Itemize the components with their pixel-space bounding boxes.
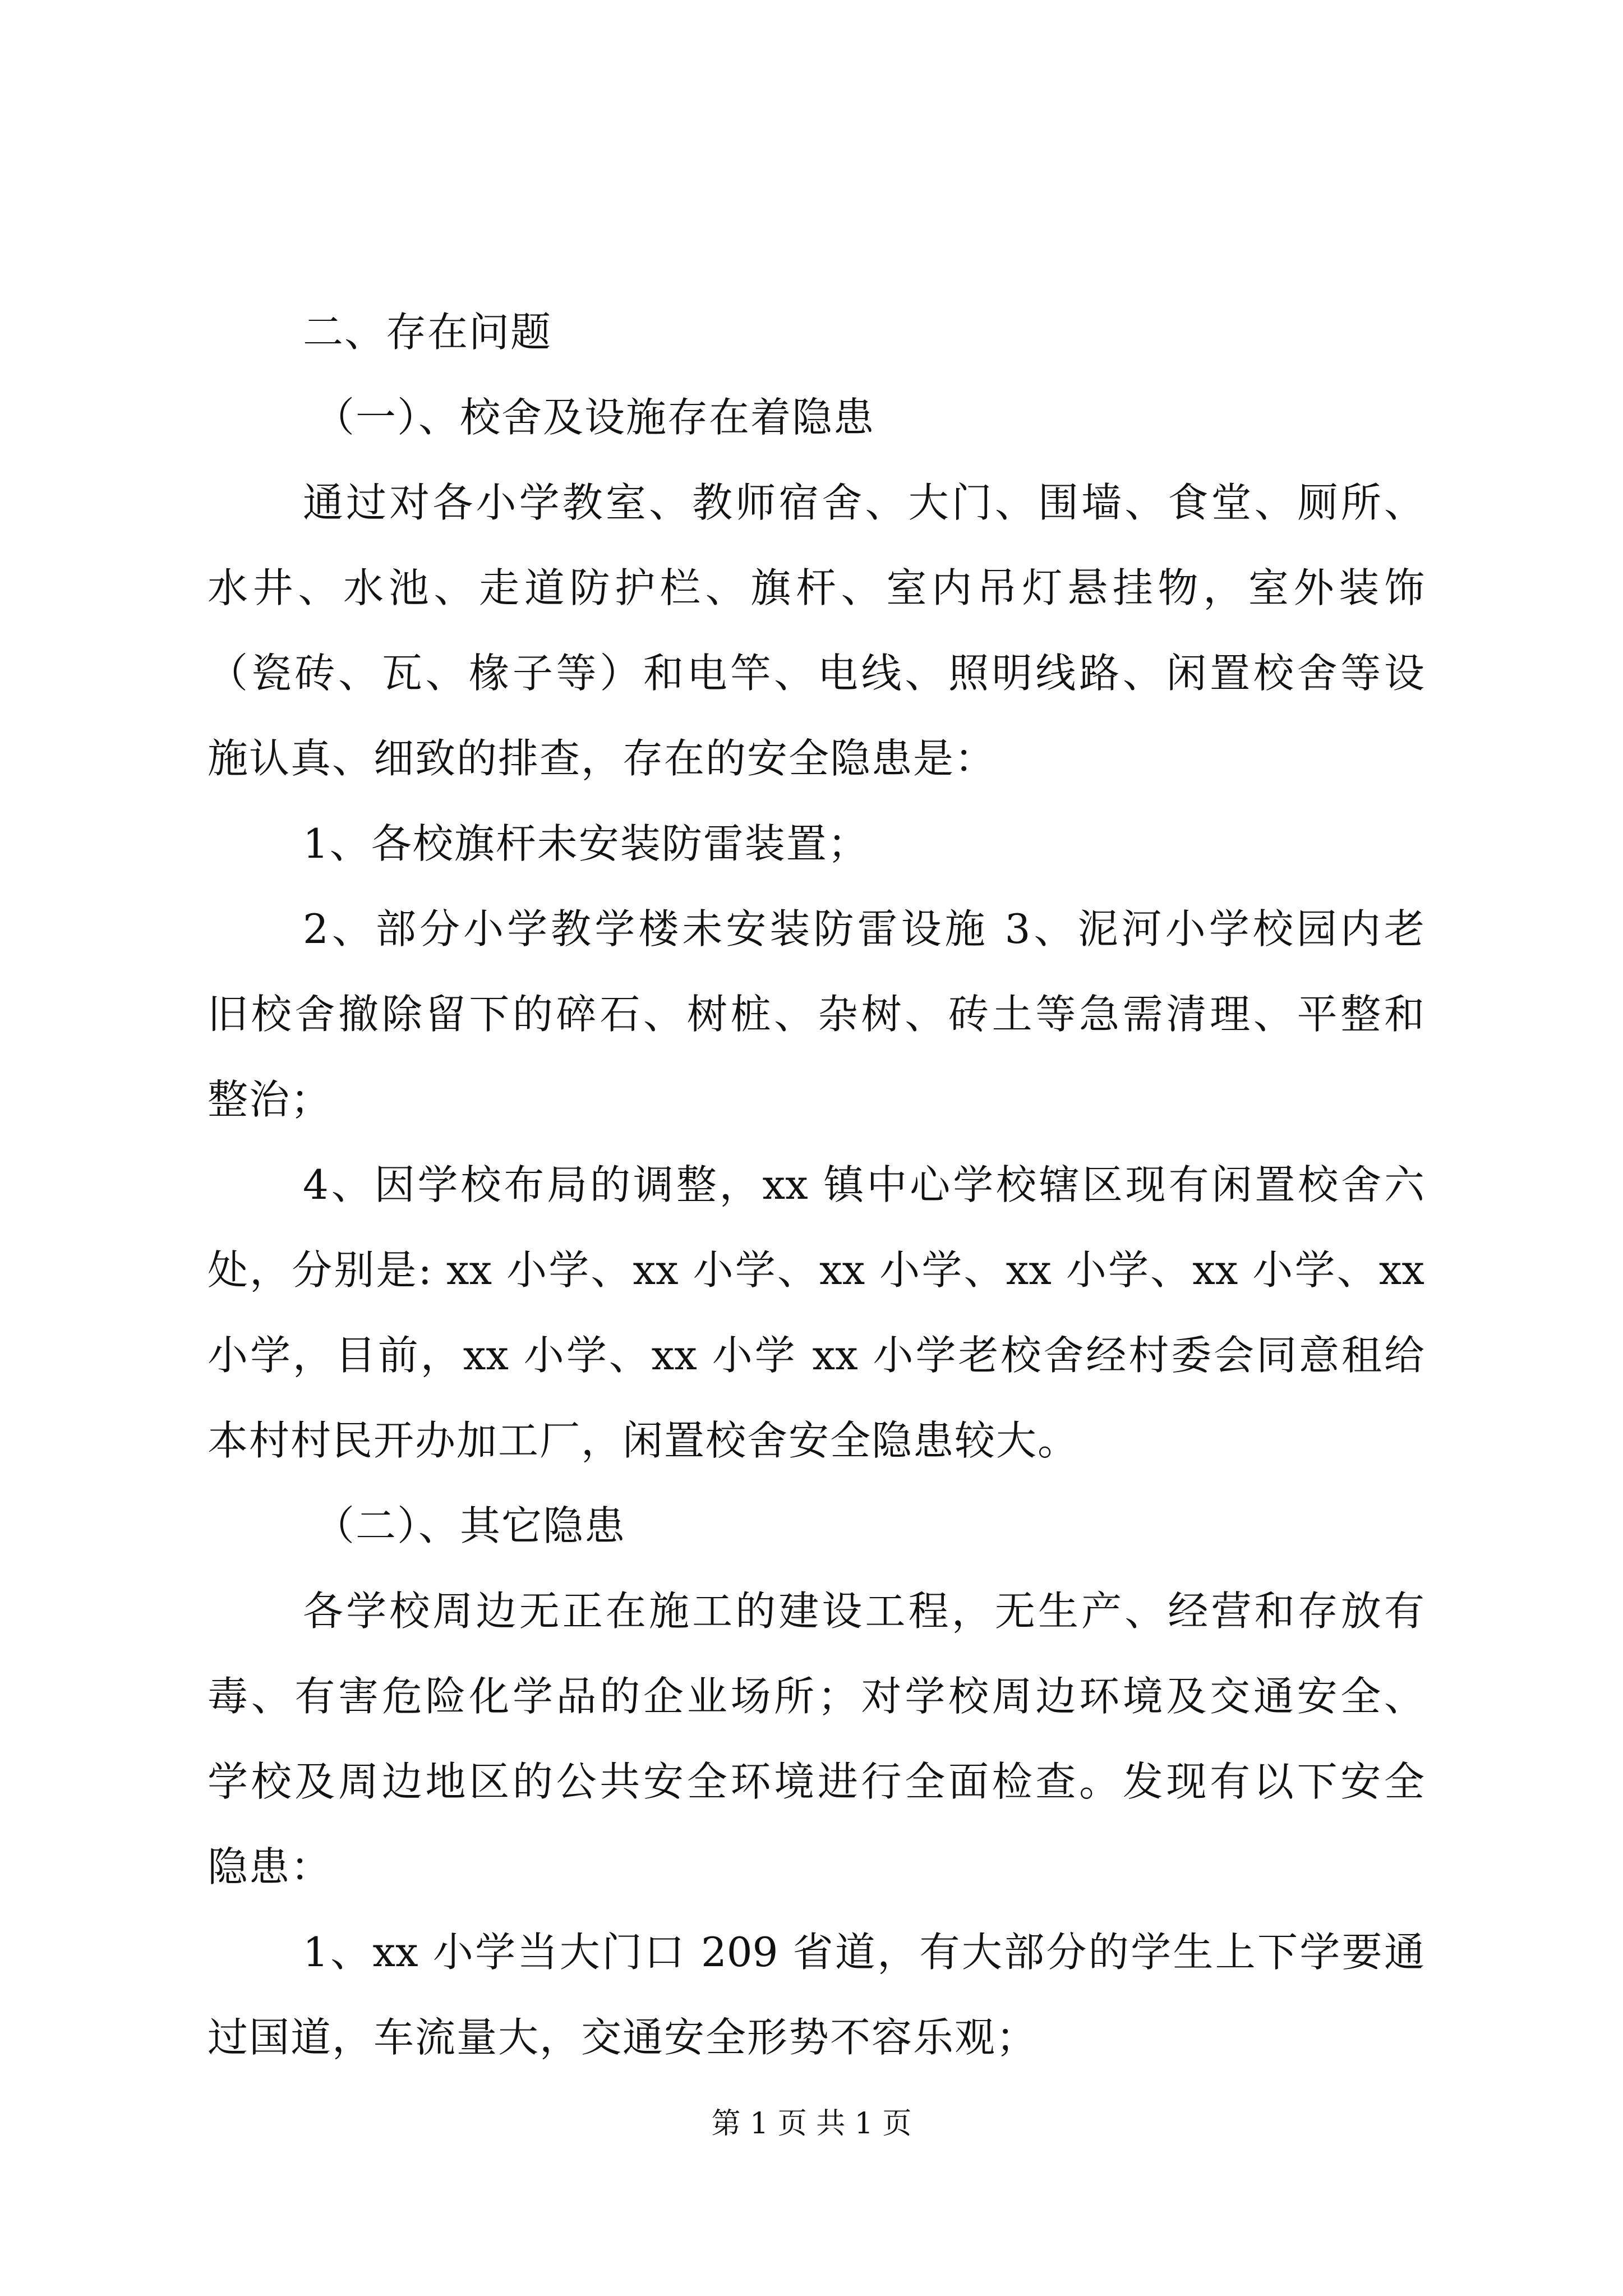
item-4-line-2: 处，分别是: xx 小学、xx 小学、xx 小学、xx 小学、xx 小学、xx [208,1246,1424,1294]
para-2-line-4: 隐患： [208,1843,333,1890]
para-1-line-3: （瓷砖、瓦、椽子等）和电竿、电线、照明线路、闲置校舍等设 [208,650,1424,697]
subsection-title-2: （二）、其它隐患 [314,1502,626,1549]
item-2-line-1: 2、部分小学教学楼未安装防雷设施 3、泥河小学校园内老 [303,905,1424,953]
subsection-title-1: （一）、校舍及设施存在着隐患 [314,394,875,441]
page-footer: 第 1 页 共 1 页 [711,2107,912,2141]
item-4-line-1: 4、因学校布局的调整，xx 镇中心学校辖区现有闲置校舍六 [303,1161,1424,1208]
item-4-line-3: 小学，目前，xx 小学、xx 小学 xx 小学老校舍经村委会同意租给 [208,1332,1424,1379]
para-1-line-1: 通过对各小学教室、教师宿舍、大门、围墙、食堂、厕所、 [303,479,1424,526]
item-5-line-1: 1、xx 小学当大门口 209 省道，有大部分的学生上下学要通 [303,1929,1424,1976]
item-1: 1、各校旗杆未安装防雷装置； [303,820,869,867]
para-1-line-4: 施认真、细致的排查，存在的安全隐患是： [208,735,997,782]
item-2-line-3: 整治； [208,1076,333,1123]
item-5-line-2: 过国道，车流量大，交通安全形势不容乐观； [208,2014,1038,2061]
para-2-line-2: 毒、有害危险化学品的企业场所；对学校周边环境及交通安全、 [208,1673,1424,1720]
para-1-line-2: 水井、水池、走道防护栏、旗杆、室内吊灯悬挂物，室外装饰 [208,564,1424,611]
item-2-line-2: 旧校舍撤除留下的碎石、树桩、杂树、砖土等急需清理、平整和 [208,991,1424,1038]
para-2-line-1: 各学校周边无正在施工的建设工程，无生产、经营和存放有 [303,1588,1424,1635]
item-4-line-4: 本村村民开办加工厂，闲置校舍安全隐患较大。 [208,1417,1080,1464]
section-title: 二、存在问题 [303,309,552,356]
para-2-line-3: 学校及周边地区的公共安全环境进行全面检查。发现有以下安全 [208,1758,1424,1805]
